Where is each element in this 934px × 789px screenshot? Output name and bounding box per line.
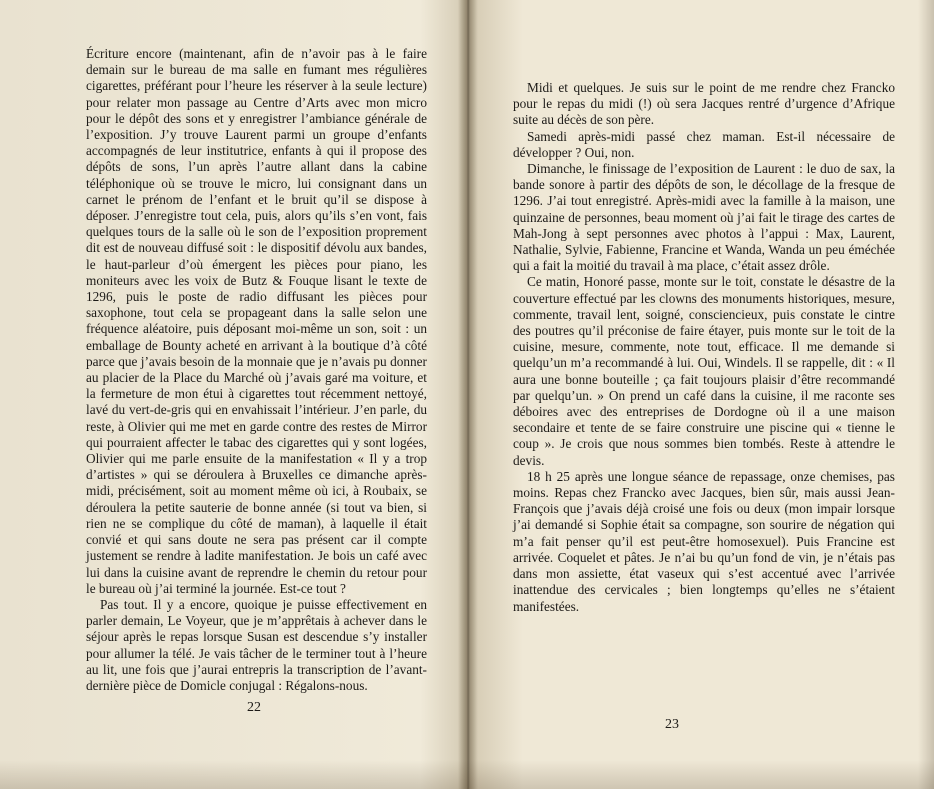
paragraph: Pas tout. Il y a encore, quoique je puisse effectivement en parler demain, Le Voyeur, que je m’apprêtais à achever dans le séjour après le repas lorsque Susan est descendue s’y installer pour allumer la télé. Je vais tâcher de le terminer tout à l’heure au lit, une fois que j’aurai entrepris la transcription de l’avant-dernière pièce de Domicle conjugal : Régalons-nous. <box>86 596 427 693</box>
left-page <box>0 0 466 789</box>
page-number: 23 <box>665 717 679 732</box>
paragraph: 18 h 25 après une longue séance de repassage, onze chemises, pas moins. Repas chez Francko avec Jacques, bien sûr, mais aussi Jean-François que j’avais déjà croisé une fois ou deux (mon impair lorsque j’ai demandé si Sophie était sa compagne, son sourire de négation qui m’a fait penser qu’il est peut-être homosexuel). Puis Francine est arrivée. Coquelet et pâtes. Je n’ai bu qu’un fond de vin, je n’étais pas dans mon assiette, état vaseux qui s’est accentué avec l’arrivée inattendue des cervicales ; bien longtemps qu’elles ne s’étaient manifestées. <box>513 468 895 614</box>
paragraph: Samedi après-midi passé chez maman. Est-il nécessaire de développer ? Oui, non. <box>513 128 895 160</box>
paragraph: Écriture encore (maintenant, afin de n’avoir pas à le faire demain sur le bureau de ma salle en fumant mes régulières cigarettes, préférant pour l’heure les réserver à la seule lecture) pour relater mon passage au Centre d’Arts avec mon micro pour le dépôt des sons et y enregistrer l’ambiance générale de l’exposition. J’y trouve Laurent parmi un groupe d’enfants accompagnés de leur institutrice, enfants à qui il propose des dépôts de sons, l’un après l’autre allant dans la cabine téléphonique où se trouve le micro, lui consignant dans un carnet le prénom de l’enfant et le bruit qu’il se dispose à déposer. J’enregistre tout cela, puis, alors qu’ils s’en vont, fais quelques tours de la salle où le son de l’exposition proprement dit est de nouveau diffusé soit : le dispositif dévolu aux bandes, le haut-parleur d’où émergent les pièces pour piano, les moniteurs avec les voix de Butz & Fouque lisant le texte de 1296, puis le poste de radio diffusant les pièces pour saxophone, tout cela se propageant dans la salle selon une fréquence aléatoire, puis déposant moi-même un son, soit : un emballage de Bounty acheté en arrivant à la boutique d’à côté parce que j’avais besoin de la monnaie que je n’avais pu donner au placier de la Place du Marché où j’avais garé ma voiture, et la fermeture de mon étui à cigarettes tout récemment nettoyé, lavé du vert-de-gris qui en envahissait l’intérieur. J’en parle, du reste, à Olivier qui me met en garde contre des restes de Mirror qui pourraient affecter le tabac des cigarettes qui y sont logées, Olivier qui me parle ensuite de la manifestation « Il y a trop d’artistes » qui se déroulera à Bruxelles ce dimanche après-midi, précisément, soit au moment même où ici, à Roubaix, se déroulera la petite sauterie de bonne année (si tout va bien, si rien ne se complique du côté de maman), à laquelle il était convié et qui sans doute ne sera pas présent car il compte justement se rendre à ladite manifestation. Je bois un café avec lui dans la cuisine avant de reprendre le chemin du retour pour le bureau où j’ai terminé la journée. Est-ce tout ? <box>86 46 427 596</box>
paragraph: Ce matin, Honoré passe, monte sur le toit, constate le désastre de la couverture effectué par les clowns des monuments historiques, mesure, commente, travail lent, soigné, consciencieux, puis constate le cintre des poutres qu’il préconise de faire étayer, puis monte sur le toit de la cuisine, mesure, commente, note tout, efficace. Il me demande si quelqu’un m’a recommandé à lui. Oui, Windels. Il se rappelle, dit : « Il aura une bonne bouteille ; ça fait toujours plaisir d’être recommandé par quelqu’un. » On prend un café dans la cuisine, il me raconte ses déboires avec des entreprises de Dordogne où il a une maison secondaire et tente de se faire construire une piscine qui « tienne le coup ». Je crois que nous sommes bien tombés. Reste à attendre le devis. <box>513 274 895 468</box>
right-page-text <box>513 80 895 615</box>
right-page <box>468 0 934 789</box>
page-number: 22 <box>247 700 261 715</box>
paragraph: Dimanche, le finissage de l’exposition de Laurent : le duo de sax, la bande sonore à partir des dépôts de son, le décollage de la fresque de 1296. J’ai tout enregistré. Après-midi avec la famille à la maison, une quinzaine de personnes, beau moment où j’ai fait le tirage des cartes de Mah-Jong à sept personnes avec photos à l’appui : Max, Laurent, Nathalie, Sylvie, Fabienne, Francine et Wanda, Wanda un peu éméchée qui a fait la moitié du travail à ma place, c’était assez drôle. <box>513 161 895 274</box>
book-gutter-shadow <box>458 0 478 789</box>
paragraph: Midi et quelques. Je suis sur le point de me rendre chez Francko pour le repas du midi (!) où sera Jacques rentré d’urgence d’Afrique suite au décès de son père. <box>513 80 895 128</box>
page-bottom-shadow <box>0 760 934 789</box>
left-page-text <box>86 46 427 694</box>
page-edge-shadow <box>918 0 934 789</box>
